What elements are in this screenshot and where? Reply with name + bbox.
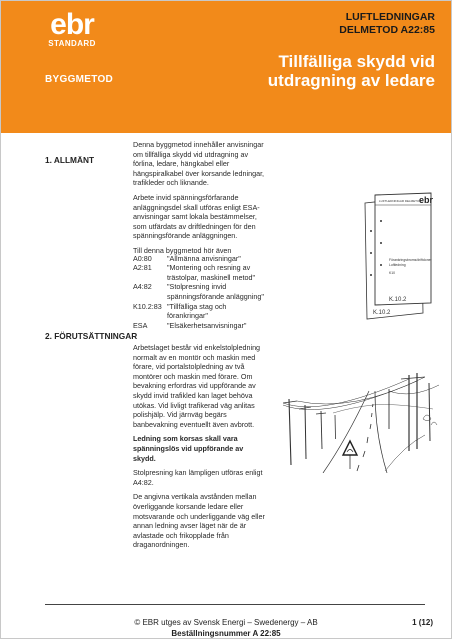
- reference-code: A4:82: [133, 282, 152, 292]
- reference-title: "Tillfälliga stag och förankringar": [167, 301, 227, 321]
- booklet-front-logo: ebr: [419, 195, 433, 205]
- booklet-front-sheet: [375, 193, 433, 305]
- series-line-1: LUFTLEDNINGAR: [345, 11, 435, 23]
- section-1-heading: 1. ALLMÄNT: [45, 155, 95, 165]
- reference-item: [133, 321, 265, 331]
- section-2-heading: 2. FÖRUTSÄTTNINGAR: [45, 331, 138, 341]
- reference-title: "Elsäkerhetsanvisningar": [167, 320, 247, 330]
- reference-item: [133, 263, 265, 282]
- reference-code: ESA: [133, 320, 148, 330]
- footer-divider: [45, 604, 425, 605]
- title-line-2: utdragning av ledare: [267, 71, 435, 90]
- series-line-2: DELMETOD A22:85: [339, 24, 435, 36]
- section-1-body: [133, 140, 265, 330]
- page-number: 1 (12): [412, 618, 433, 627]
- section-1-paragraph: Arbete invid spänningsförfarande anläggningsdel skall utföras enligt ESA-anvisningar samt lokala bestämmelser, som utfärdats av driftledningen för den spänningsförande anläggningen.: [133, 192, 260, 241]
- logo-subtitle: STANDARD: [48, 39, 96, 48]
- reference-code: A2:81: [133, 263, 152, 273]
- booklet-front-code: K10: [389, 271, 396, 275]
- booklet-back-stamp: K.10.2: [373, 310, 391, 316]
- section-2-paragraph: De angivna vertikala avstånden mellan överliggande korsande ledare eller motsvarande och underliggande väg eller annan ledning avser läget när de är avlastade och frikopplade från draganordningen.: [133, 492, 265, 550]
- road-right-edge: [375, 391, 387, 473]
- left-pole-1: [289, 399, 291, 465]
- reference-list: [133, 254, 265, 331]
- reference-code: A0:80: [133, 253, 152, 263]
- ebr-logo: [44, 8, 100, 48]
- footer-order-number: Beställningsnummer A 22:85: [171, 629, 281, 638]
- section-1-paragraph: Till denna byggmetod hör även: [133, 245, 232, 255]
- series-label: [339, 11, 435, 37]
- warning-sign: [343, 441, 357, 469]
- booklet-front-stamp: K.10.2: [389, 297, 407, 303]
- reference-title: "Stolpresning invid spänningsförande anläggning": [167, 282, 264, 301]
- booklet-illustration: [363, 191, 433, 331]
- booklet-front-sub: Luftledning: [389, 263, 406, 267]
- reference-code: K10.2:83: [133, 301, 162, 311]
- booklet-front-title: Förankringsbroms/driftdoner: [389, 258, 432, 262]
- road-crossing-sketch: [283, 369, 439, 473]
- method-label: BYGGMETOD: [45, 74, 114, 85]
- footer-publisher: © EBR utges av Svensk Energi – Swedenergy – AB: [134, 618, 318, 627]
- section-2-paragraph: Stolpresning kan lämpligen utföras enligt A4:82.: [133, 468, 263, 487]
- reference-title: "Allmänna anvisningar": [167, 253, 241, 263]
- reference-item: [133, 302, 265, 321]
- reference-title: "Montering och resning av trästolpar, maskinell metod": [167, 263, 256, 282]
- logo-mark: ebr: [50, 8, 94, 41]
- section-2-paragraph: Arbetslaget består vid enkelstolpledning normalt av en montör och maskin med förare, vid portalstolpledning av två montörer och maskin med förare. Om bevakning erfordras vid uppförande av skydd invid trafikled kan laget behöva utökas. Vid livligt trafikerad väg anlitas polishjälp. Vid järnväg begärs banbevakning eventuellt även avbrott.: [133, 343, 261, 429]
- road-left-edge: [323, 391, 369, 473]
- document-title: [268, 52, 435, 90]
- section-1-paragraph: Denna byggmetod innehåller anvisningar om tillfälliga skydd vid utdragning av förlina, ledare, hängkabel eller hängspiralkabel över korsande ledningar, trafikleder och liknande.: [133, 140, 265, 188]
- reference-item: [133, 254, 265, 264]
- title-line-1: Tillfälliga skydd vid: [278, 52, 435, 71]
- booklet-front-header: LUFTLEDNINGAR DELMETOD: [379, 199, 422, 203]
- section-2-warning: Ledning som korsas skall vara spänningslös vid uppförande av skydd.: [133, 434, 244, 463]
- section-2-body: [133, 343, 265, 555]
- reference-item: [133, 282, 265, 301]
